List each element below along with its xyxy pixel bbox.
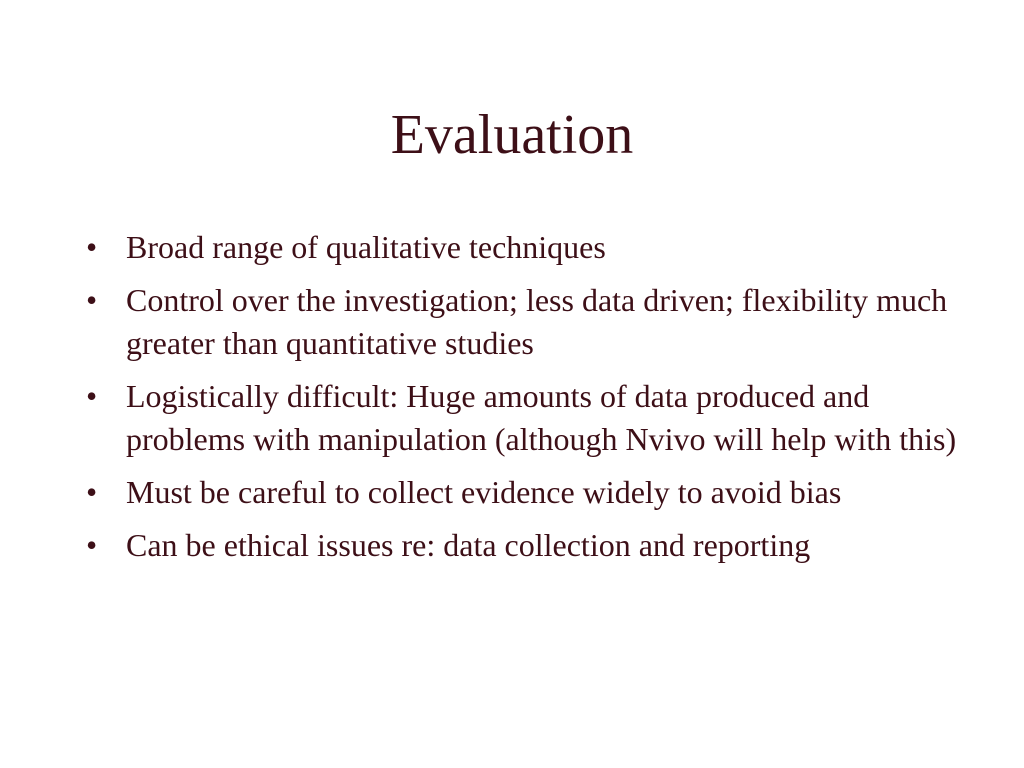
bullet-list: [86, 226, 966, 577]
bullet-item-3: [86, 375, 966, 461]
bullet-point-icon: •: [86, 282, 98, 318]
bullet-point-icon: •: [86, 229, 98, 265]
bullet-item-5: [86, 524, 966, 567]
bullet-text: Logistically difficult: Huge amounts of data produced and problems with manipulation (although Nvivo will help with this): [126, 378, 957, 457]
bullet-point-icon: •: [86, 527, 98, 563]
bullet-text: Can be ethical issues re: data collection and reporting: [126, 527, 811, 563]
bullet-text: Control over the investigation; less data driven; flexibility much greater than quantitative studies: [126, 282, 948, 361]
bullet-text: Must be careful to collect evidence widely to avoid bias: [126, 474, 842, 510]
bullet-item-4: [86, 471, 966, 514]
bullet-point-icon: •: [86, 474, 98, 510]
bullet-text: Broad range of qualitative techniques: [126, 229, 606, 265]
bullet-item-1: [86, 226, 966, 269]
bullet-item-2: [86, 279, 966, 365]
slide-title: Evaluation: [390, 104, 634, 166]
bullet-point-icon: •: [86, 378, 98, 414]
